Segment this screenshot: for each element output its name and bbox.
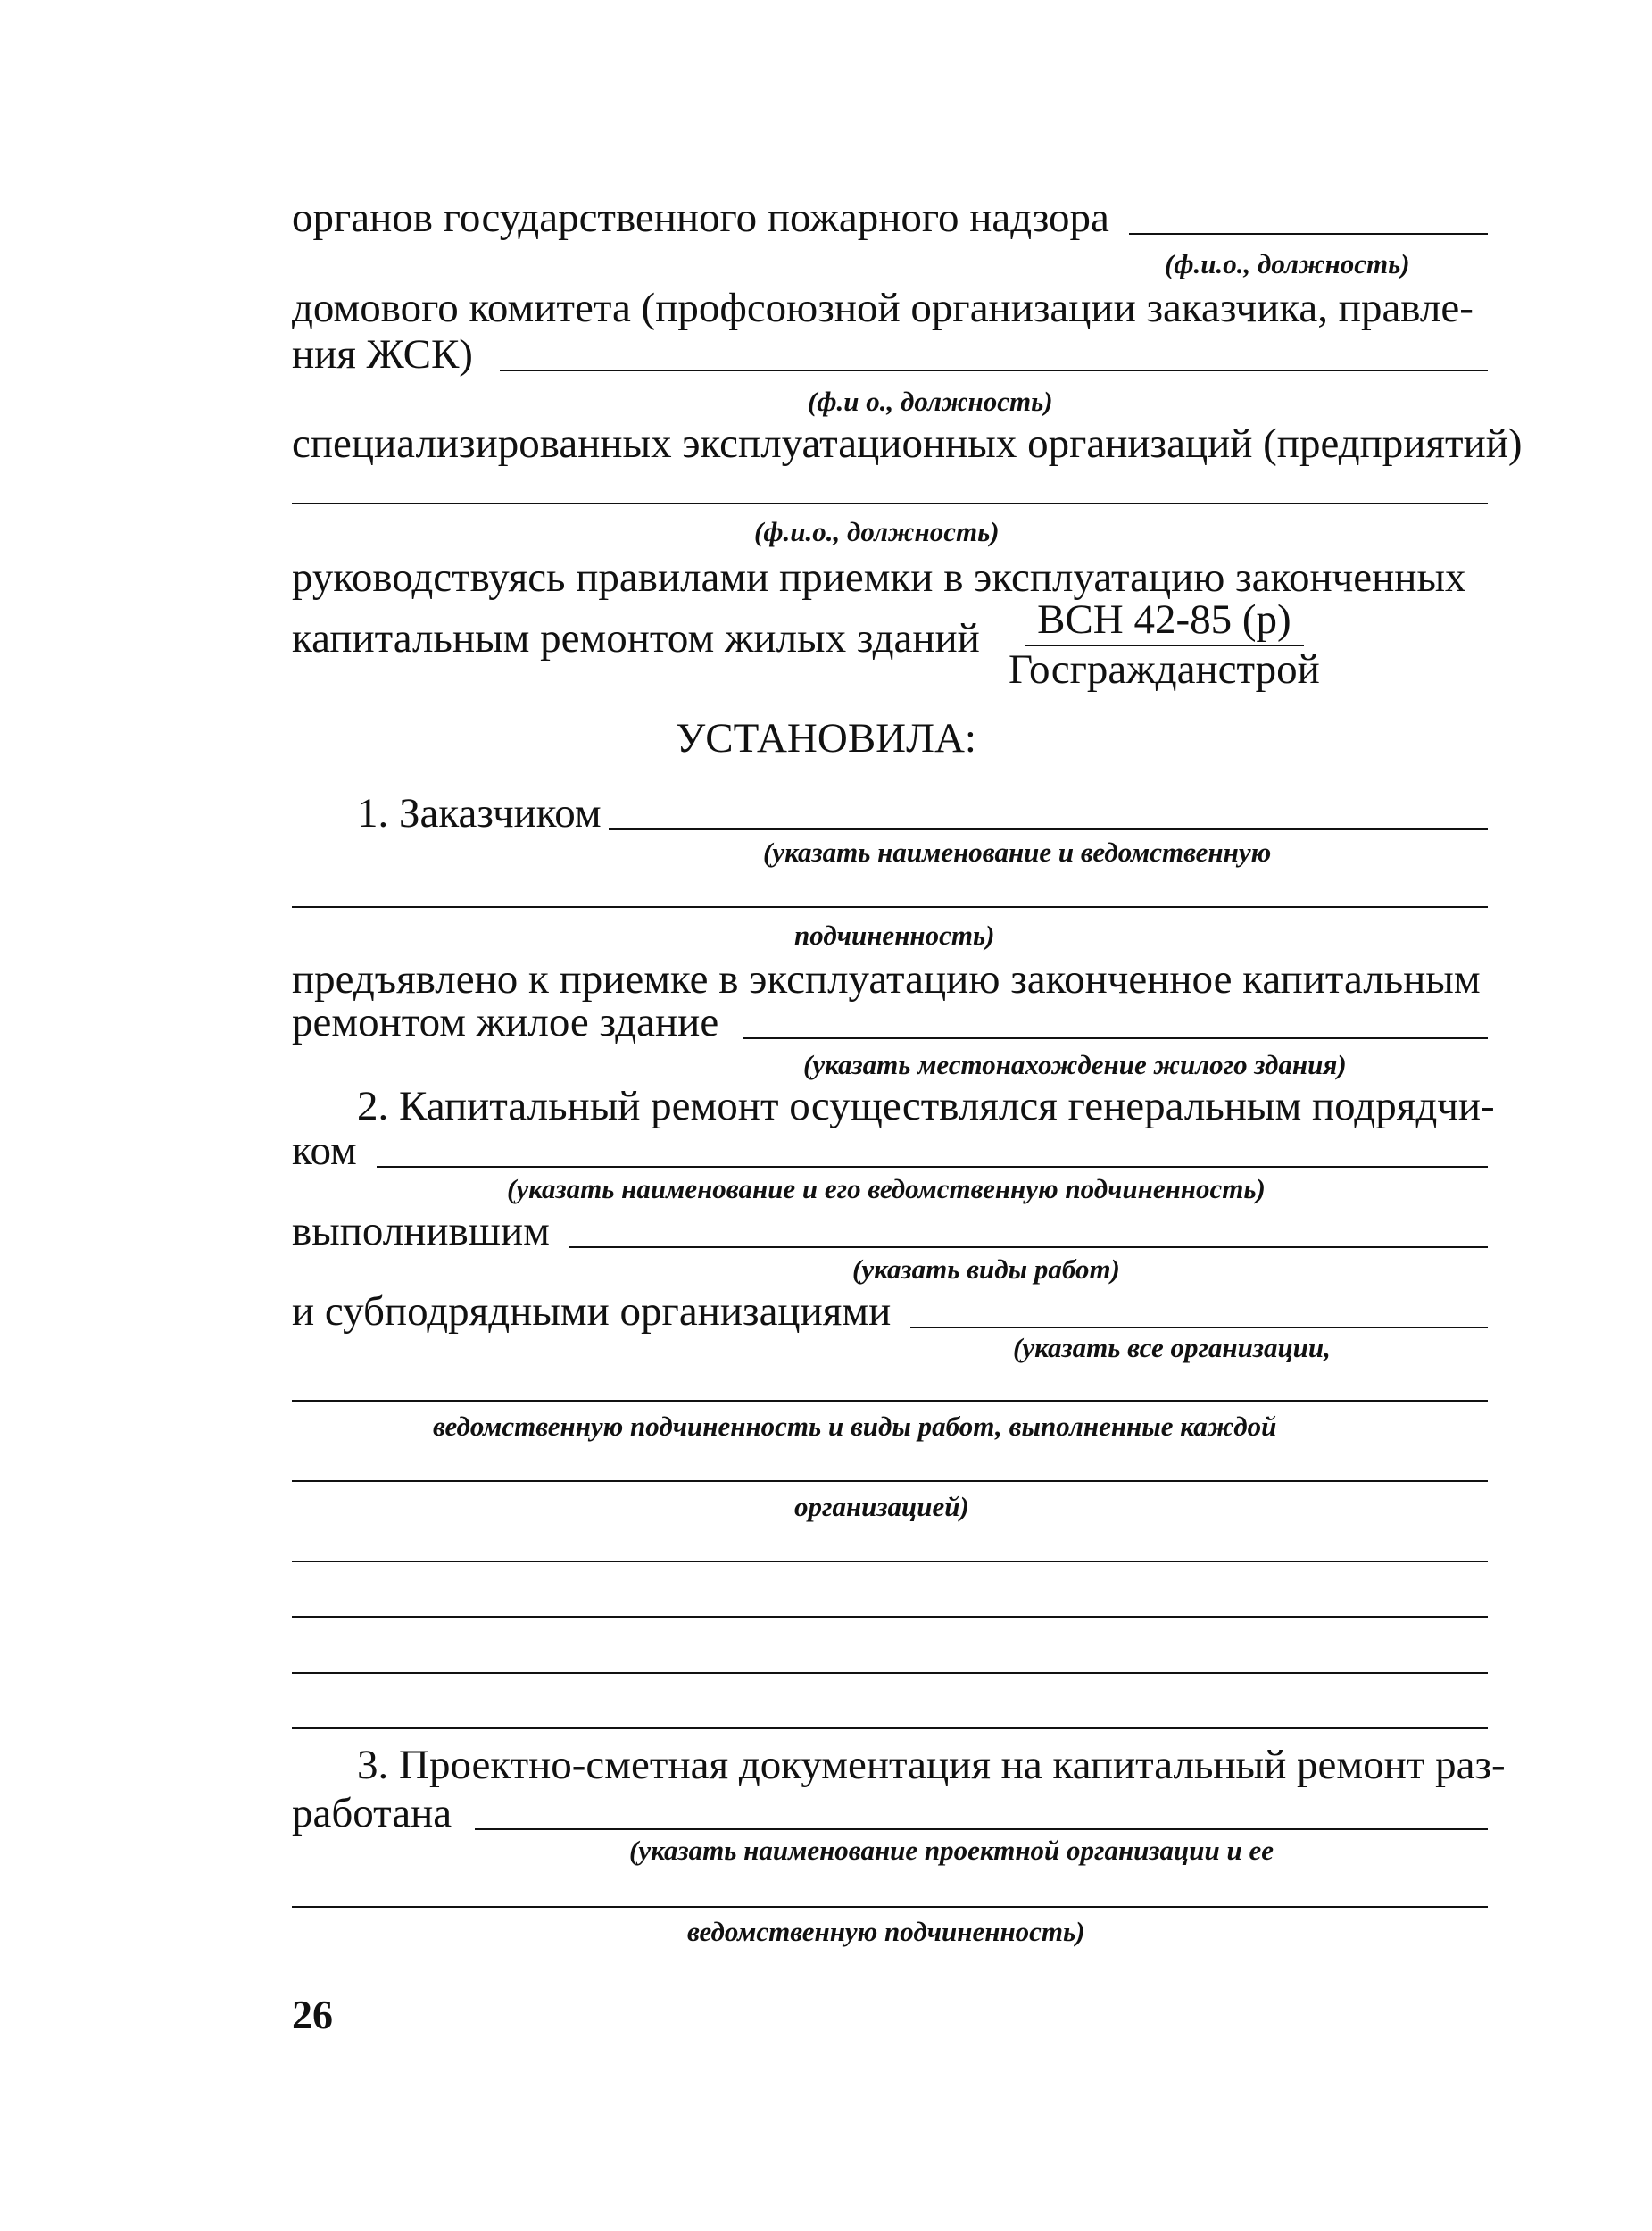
hint-name-position-2: (ф.и о., должность) [808, 386, 1053, 417]
label-presented: предъявлено к приемке в эксплуатацию законченное капитальным [292, 956, 1481, 1003]
hint-subcontractors-3: организацией) [794, 1491, 969, 1522]
line-zhsk [292, 330, 1488, 379]
line-residential-building [292, 998, 1488, 1046]
line-customer [357, 789, 1488, 837]
hint-design-org-1: (указать наименование проектной организации и ее [629, 1835, 1274, 1866]
fill-line-building-location[interactable] [743, 1037, 1488, 1039]
hint-design-org-2: ведомственную подчиненность) [687, 1916, 1085, 1947]
label-specialized-orgs: специализированных эксплуатационных организаций (предприятий) [292, 420, 1523, 467]
fill-line-subcontractors-2[interactable] [292, 1400, 1488, 1402]
label-residential-building: ремонтом жилое здание [292, 999, 719, 1045]
line-design-docs [357, 1741, 1506, 1789]
label-zhsk: ния ЖСК) [292, 331, 473, 378]
fill-line-zhsk[interactable] [500, 370, 1488, 371]
fill-line-subcontractors[interactable] [910, 1327, 1488, 1328]
line-presented [292, 955, 1488, 1003]
hint-subcontractors-1: (указать все организации, [1013, 1332, 1331, 1363]
line-contractor-name [292, 1127, 1488, 1175]
fill-line-design-org[interactable] [475, 1828, 1488, 1830]
page-number: 26 [292, 1992, 333, 2037]
line-capital-repair [292, 614, 1006, 662]
line-house-committee [292, 284, 1488, 332]
hint-work-types: (указать виды работ) [852, 1253, 1120, 1285]
fill-line-contractor[interactable] [377, 1166, 1488, 1168]
label-performed: выполнившим [292, 1208, 550, 1254]
fill-line-design-org-2[interactable] [292, 1906, 1488, 1908]
fraction-numerator: ВСН 42-85 (р) [1025, 596, 1304, 646]
line-guided-by [292, 554, 1488, 602]
fill-line-extra-3[interactable] [292, 1672, 1488, 1674]
fill-line-extra-4[interactable] [292, 1727, 1488, 1729]
fill-line-customer[interactable] [609, 828, 1488, 830]
label-subcontractors: и субподрядными организациями [292, 1288, 892, 1335]
label-kom: ком [292, 1128, 357, 1174]
hint-building-location: (указать местонахождение жилого здания) [803, 1049, 1347, 1080]
fill-line-specialized-orgs[interactable] [292, 503, 1488, 504]
fill-line-extra-2[interactable] [292, 1616, 1488, 1618]
label-general-contractor: 2. Капитальный ремонт осуществлялся генеральным подрядчи- [357, 1083, 1495, 1129]
heading-established: УСТАНОВИЛА: [676, 715, 976, 762]
line-fire-supervision [292, 194, 1488, 242]
line-developed [292, 1789, 1488, 1837]
hint-name-position-1: (ф.и.о., должность) [1165, 248, 1410, 279]
fill-line-subcontractors-3[interactable] [292, 1480, 1488, 1482]
label-capital-repair: капитальным ремонтом жилых зданий [292, 615, 980, 662]
hint-name-position-3: (ф.и.о., должность) [754, 516, 1000, 547]
fraction-denominator: Госгражданстрой [1009, 646, 1320, 693]
line-specialized-orgs [292, 420, 1523, 468]
hint-contractor: (указать наименование и его ведомственную подчиненность) [507, 1173, 1266, 1204]
fill-line-extra-1[interactable] [292, 1561, 1488, 1562]
line-performed [292, 1207, 1488, 1255]
label-fire-supervision: органов государственного пожарного надзора [292, 195, 1109, 241]
line-general-contractor [357, 1082, 1495, 1130]
label-developed: работана [292, 1790, 452, 1836]
line-subcontractors [292, 1287, 1488, 1336]
label-design-docs: 3. Проектно-сметная документация на капитальный ремонт раз- [357, 1742, 1506, 1788]
fill-line-customer-2[interactable] [292, 906, 1488, 908]
hint-customer-1: (указать наименование и ведомственную [763, 837, 1272, 868]
hint-customer-2: подчиненность) [794, 920, 995, 951]
fill-line-work-types[interactable] [569, 1246, 1488, 1248]
hint-subcontractors-2: ведомственную подчиненность и виды работ, выполненные каждой [433, 1411, 1277, 1442]
fill-line-fire-supervision[interactable] [1129, 233, 1488, 235]
label-guided-by: руководствуясь правилами приемки в эксплуатацию законченных [292, 554, 1466, 601]
norm-reference-fraction [1009, 596, 1320, 693]
label-house-committee: домового комитета (профсоюзной организации заказчика, правле- [292, 285, 1474, 331]
label-customer: 1. Заказчиком [357, 790, 602, 837]
